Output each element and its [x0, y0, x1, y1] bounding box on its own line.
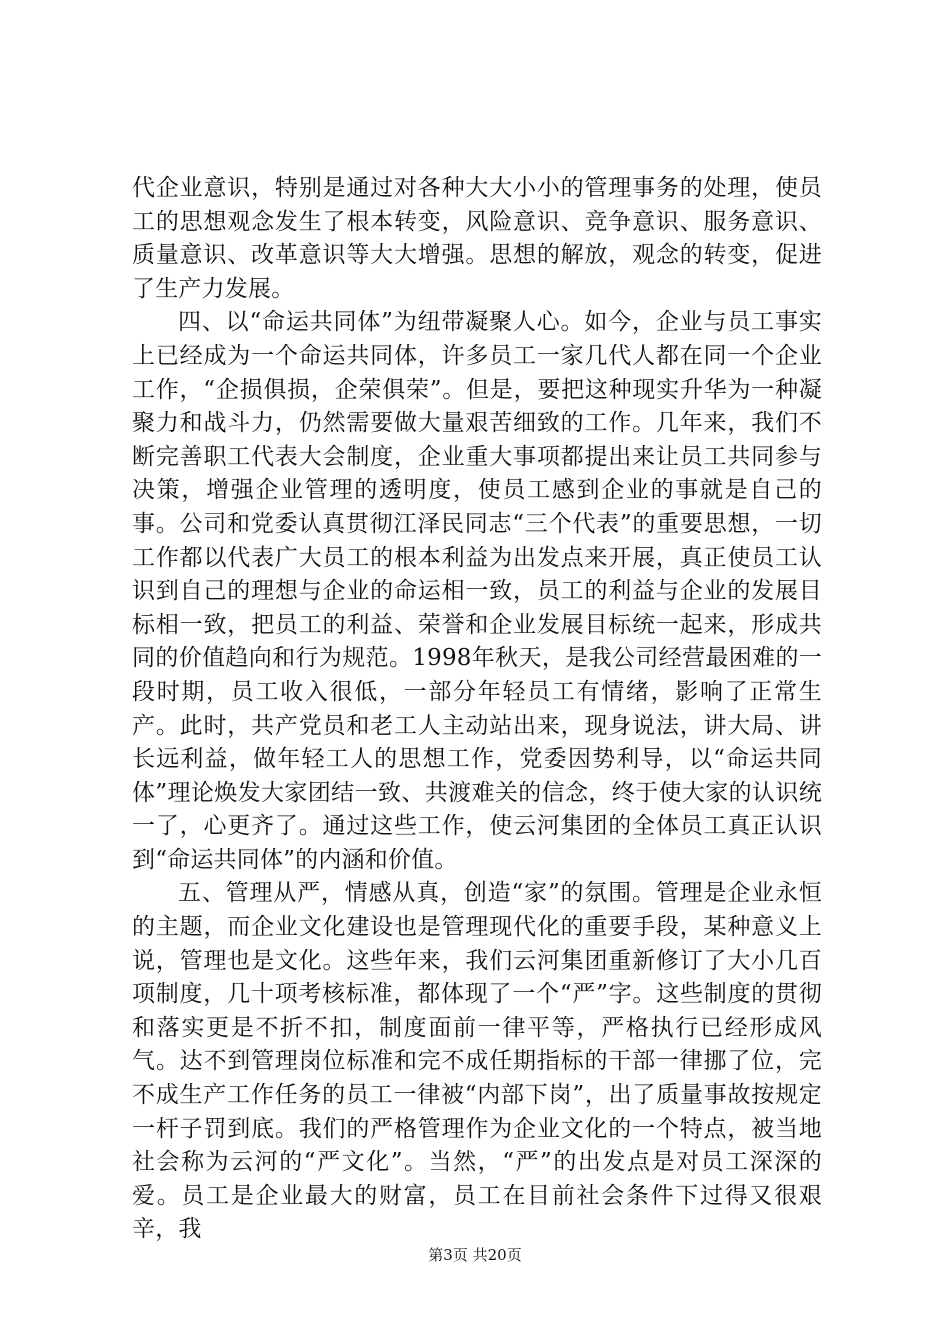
paragraph-section-five: 五、管理从严，情感从真，创造“家”的氛围。管理是企业永恒的主题，而企业文化建设也是管理现代化的重要手段，某种意义上说，管理也是文化。这些年来，我们云河集团重新修订了大小几百项制度，几十项考核标准，都体现了一个“严”字。这些制度的贯彻和落实更是不折不扣，制度面前一律平等，严格执行已经形成风气。达不到管理岗位标准和完不成任期指标的干部一律挪了位，完不成生产工作任务的员工一律被“内部下岗”，出了质量事故按规定一杆子罚到底。我们的严格管理作为企业文化的一个特点，被当地社会称为云河的“严文化”。当然，“严”的出发点是对员工深深的爱。员工是企业最大的财富，员工在目前社会条件下过得又很艰辛，我: [132, 880, 822, 1243]
paragraph-continuation: 代企业意识，特别是通过对各种大大小小的管理事务的处理，使员工的思想观念发生了根本转变，风险意识、竞争意识、服务意识、质量意识、改革意识等大大增强。思想的解放，观念的转变，促进了生产力发展。: [132, 175, 822, 302]
page-number: 第3页 共20页: [428, 1246, 522, 1264]
document-body: [132, 172, 822, 1247]
paragraph-section-four: 四、以“命运共同体”为纽带凝聚人心。如今，企业与员工事实上已经成为一个命运共同体，许多员工一家几代人都在同一个企业工作，“企损俱损，企荣俱荣”。但是，要把这种现实升华为一种凝聚力和战斗力，仍然需要做大量艰苦细致的工作。几年来，我们不断完善职工代表大会制度，企业重大事项都提出来让员工共同参与决策，增强企业管理的透明度，使员工感到企业的事就是自己的事。公司和党委认真贯彻江泽民同志“三个代表”的重要思想，一切工作都以代表广大员工的根本利益为出发点来开展，真正使员工认识到自己的理想与企业的命运相一致，员工的利益与企业的发展目标相一致，把员工的利益、荣誉和企业发展目标统一起来，形成共同的价值趋向和行为规范。1998年秋天，是我公司经营最困难的一段时期，员工收入很低，一部分年轻员工有情绪，影响了正常生产。此时，共产党员和老工人主动站出来，现身说法，讲大局、讲长远利益，做年轻工人的思想工作，党委因势利导，以“命运共同体”理论焕发大家团结一致、共渡难关的信念，终于使大家的认识统一了，心更齐了。通过这些工作，使云河集团的全体员工真正认识到“命运共同体”的内涵和价值。: [132, 309, 822, 873]
page-footer: [0, 1244, 950, 1265]
